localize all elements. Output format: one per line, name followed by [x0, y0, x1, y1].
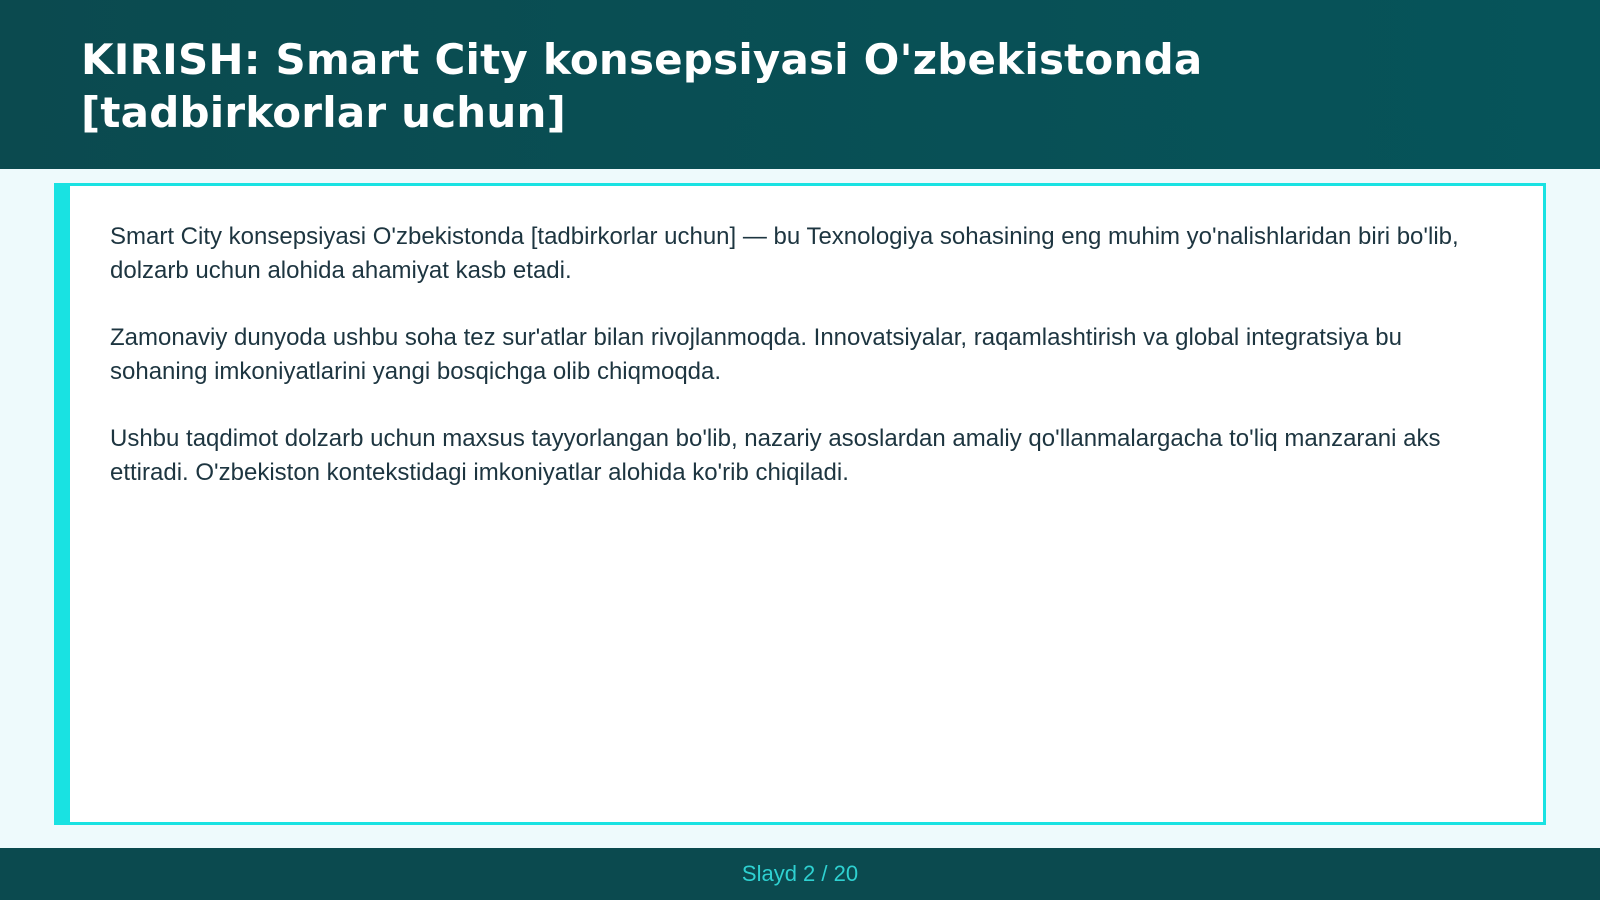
paragraph-presentation-purpose: Ushbu taqdimot dolzarb uchun maxsus tayyorlangan bo'lib, nazariy asoslardan amaliy qo'llanmalargacha to'liq manzarani aks ettiradi. O'zbekiston kontekstidagi imkoniyatlar alohida ko'rib chiqiladi. — [110, 425, 1441, 486]
slide-counter: Slayd 2 / 20 — [741, 861, 859, 886]
slide-title: KIRISH: Smart City konsepsiyasi O'zbekistonda [tadbirkorlar uchun] — [81, 35, 1203, 137]
paragraph-modern-world: Zamonaviy dunyoda ushbu soha tez sur'atlar bilan rivojlanmoqda. Innovatsiyalar, raqamlashtirish va global integratsiya bu sohaning imkoniyatlarini yangi bosqichga olib chiqmoqda. — [110, 324, 1402, 385]
slide-header — [0, 0, 1600, 169]
slide-footer — [0, 848, 1600, 900]
paragraph-intro: Smart City konsepsiyasi O'zbekistonda [tadbirkorlar uchun] — bu Texnologiya sohasining eng muhim yo'nalishlaridan biri bo'lib, dolzarb uchun alohida ahamiyat kasb etadi. — [110, 223, 1459, 284]
content-card — [54, 183, 1546, 825]
